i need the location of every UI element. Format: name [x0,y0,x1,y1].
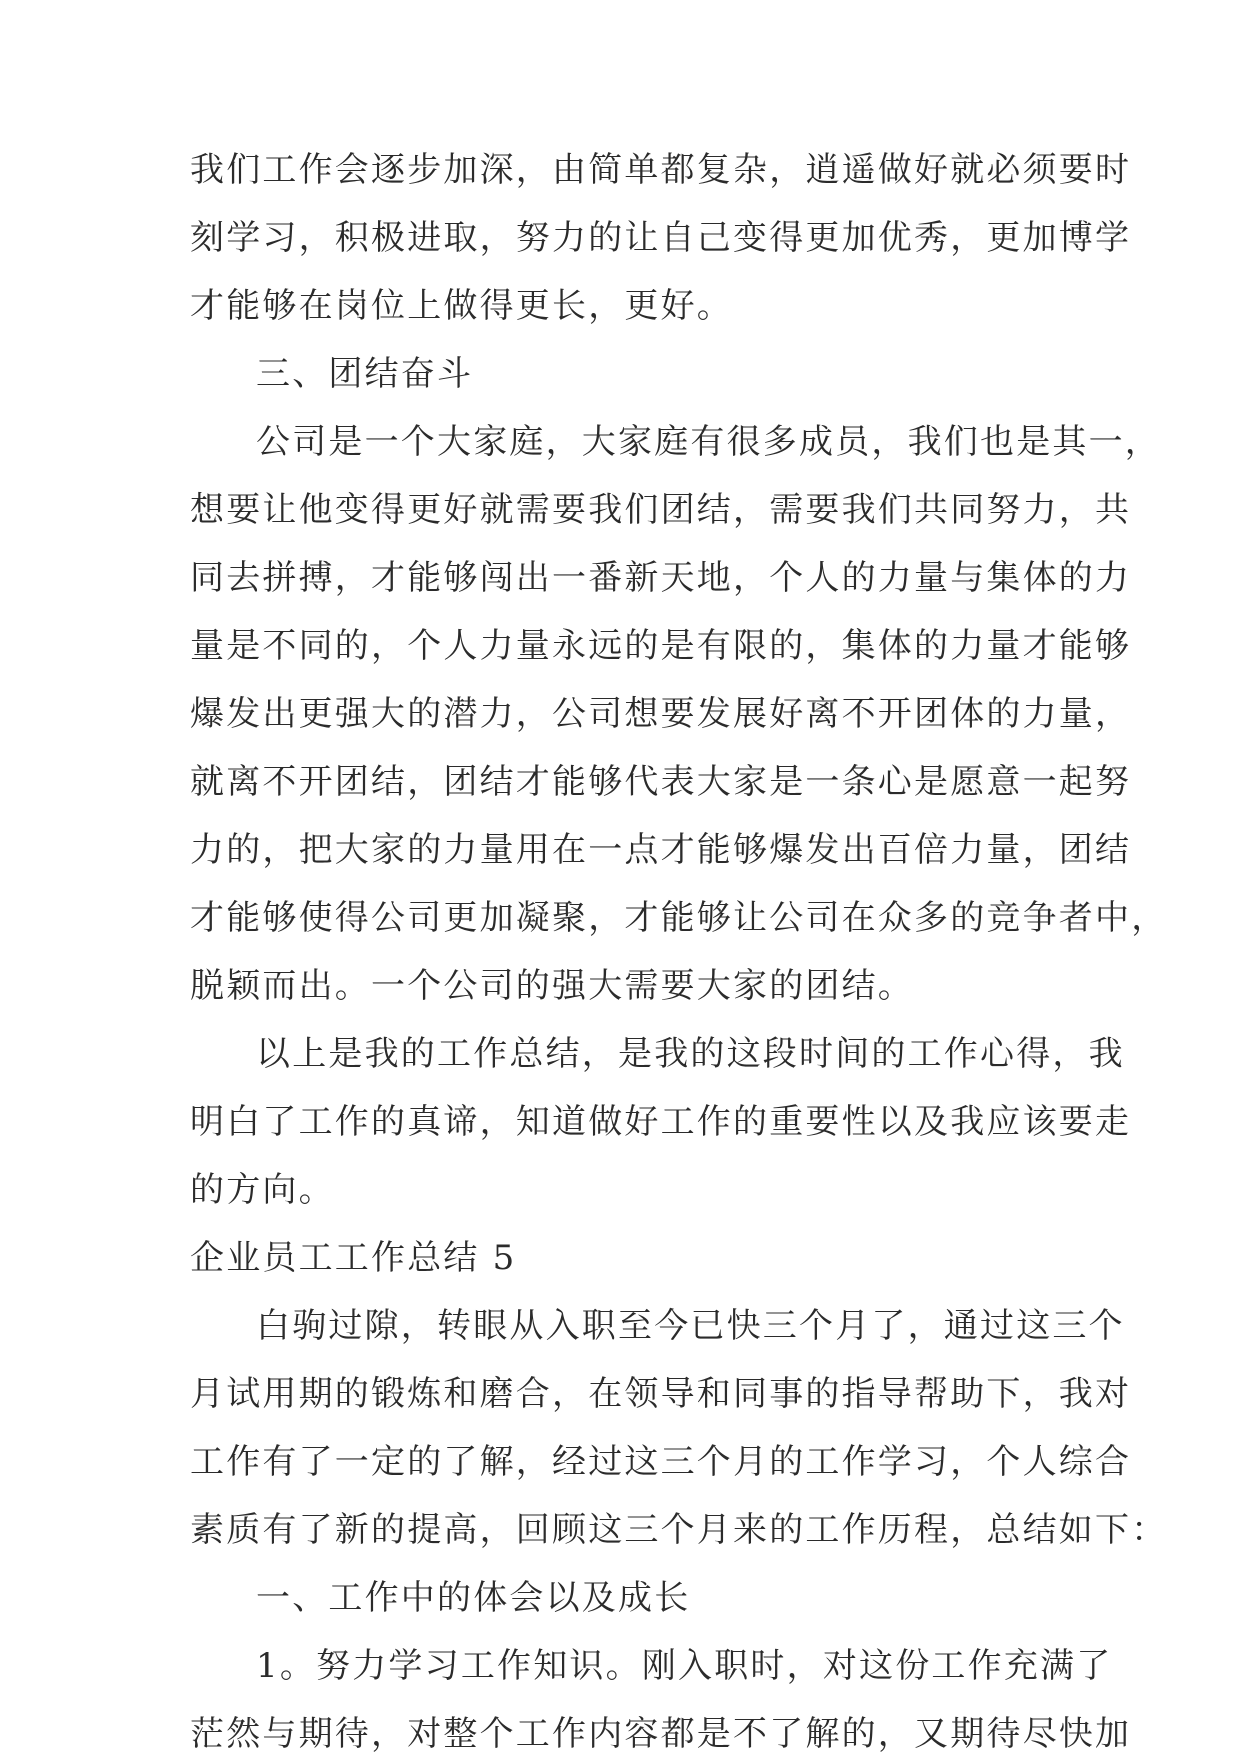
section-heading: 三、团结奋斗 [256,354,474,394]
text-line: 想要让他变得更好就需要我们团结，需要我们共同努力，共 [190,490,1132,530]
text-line: 茫然与期待，对整个工作内容都是不了解的，又期待尽快加 [190,1714,1132,1754]
text-line: 公司是一个大家庭，大家庭有很多成员，我们也是其一， [256,422,1161,462]
section-title: 企业员工工作总结 5 [190,1238,517,1278]
text-line: 工作有了一定的了解，经过这三个月的工作学习，个人综合 [190,1442,1132,1482]
text-line: 脱颖而出。一个公司的强大需要大家的团结。 [190,966,914,1006]
text-line: 1。努力学习工作知识。刚入职时，对这份工作充满了 [256,1646,1113,1686]
text-line: 的方向。 [190,1170,335,1210]
text-line: 明白了工作的真谛，知道做好工作的重要性以及我应该要走 [190,1102,1132,1142]
text-line: 刻学习，积极进取，努力的让自己变得更加优秀，更加博学 [190,218,1132,258]
text-line: 白驹过隙，转眼从入职至今已快三个月了，通过这三个 [256,1306,1125,1346]
text-line: 才能够在岗位上做得更长，更好。 [190,286,733,326]
text-line: 同去拼搏，才能够闯出一番新天地，个人的力量与集体的力 [190,558,1132,598]
section-heading: 一、工作中的体会以及成长 [256,1578,691,1618]
text-line: 力的，把大家的力量用在一点才能够爆发出百倍力量，团结 [190,830,1132,870]
text-line: 爆发出更强大的潜力，公司想要发展好离不开团体的力量， [190,694,1132,734]
text-line: 素质有了新的提高，回顾这三个月来的工作历程，总结如下： [190,1510,1168,1550]
text-line: 才能够使得公司更加凝聚，才能够让公司在众多的竞争者中， [190,898,1168,938]
text-line: 量是不同的，个人力量永远的是有限的，集体的力量才能够 [190,626,1132,666]
text-line: 以上是我的工作总结，是我的这段时间的工作心得，我 [256,1034,1125,1074]
text-line: 就离不开团结，团结才能够代表大家是一条心是愿意一起努 [190,762,1132,802]
text-line: 月试用期的锻炼和磨合，在领导和同事的指导帮助下，我对 [190,1374,1132,1414]
text-line: 我们工作会逐步加深，由简单都复杂，逍遥做好就必须要时 [190,150,1132,190]
